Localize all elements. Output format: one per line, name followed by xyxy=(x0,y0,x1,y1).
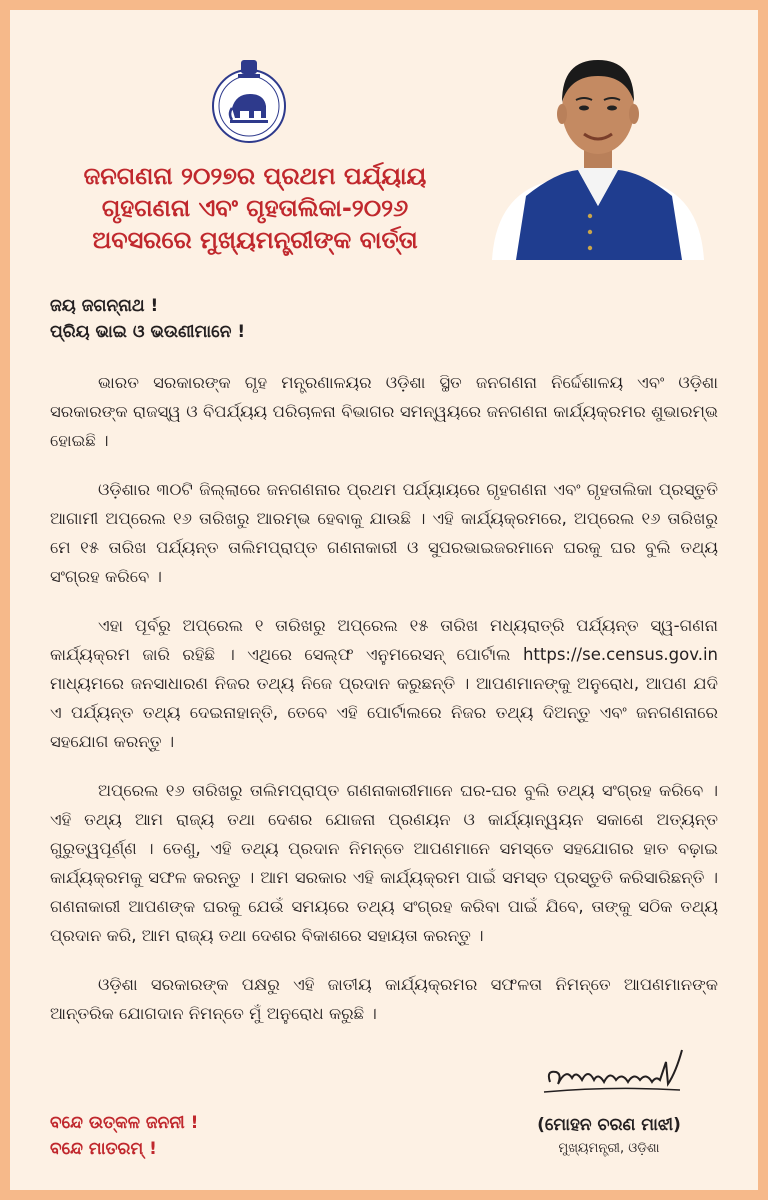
signature-image xyxy=(532,1042,702,1104)
paragraph-2: ଓଡ଼ିଶାର ୩୦ଟି ଜିଲ୍ଲାରେ ଜନଗଣନାର ପ୍ରଥମ ପର୍ଯ୍ୟାୟରେ ଗୃହଗଣନା ଏବଂ ଗୃହତାଲିକା ପ୍ରସ୍ତୁତି ଆଗାମୀ ଅପ୍ରେଲ ୧୬ ତାରିଖରୁ ଆରମ୍ଭ ହେବାକୁ ଯାଉଛି । ଏହି କାର୍ଯ୍ୟକ୍ରମରେ, ଅପ୍ରେଲ ୧୬ ତାରିଖରୁ ମେ ୧୫ ତାରିଖ ପର୍ଯ୍ୟନ୍ତ ତାଲିମପ୍ରାପ୍ତ ଗଣନାକାରୀ ଓ ସୁପରଭାଇଜରମାନେ ଘରକୁ ଘର ବୁଲି ତଥ୍ୟ ସଂଗ୍ରହ କରିବେ । xyxy=(50,480,718,586)
paragraph-3: ଏହା ପୂର୍ବରୁ ଅପ୍ରେଲ ୧ ତାରିଖରୁ ଅପ୍ରେଲ ୧୫ ତାରିଖ ମଧ୍ୟରାତ୍ରି ପର୍ଯ୍ୟନ୍ତ ସ୍ୱ-ଗଣନା କାର୍ଯ୍ୟକ୍ରମ ଜାରି ରହିଛି । ଏଥିରେ ସେଲ୍ଫ ଏନୁମରେସନ୍ ପୋର୍ଟାଲ https://se.census.gov.in ମାଧ୍ୟମରେ ଜନସାଧାରଣ ନିଜର ତଥ୍ୟ ନିଜେ ପ୍ରଦାନ କରୁଛନ୍ତି । ଆପଣମାନଙ୍କୁ ଅନୁରୋଧ, ଆପଣ ଯଦି ଏ ପର୍ଯ୍ୟନ୍ତ ତଥ୍ୟ ଦେଇନାହାନ୍ତି, ତେବେ ଏହି ପୋର୍ଟାଲରେ ନିଜର ତଥ୍ୟ ଦିଅନ୍ତୁ ଏବଂ ଜନଗଣନାରେ ସହଯୋଗ କରନ୍ତୁ । xyxy=(50,616,718,751)
signatory-name: (ମୋହନ ଚରଣ ମାଝୀ) xyxy=(537,1115,681,1135)
closing-line-2: ବନ୍ଦେ ମାତରମ୍ ! xyxy=(50,1139,157,1159)
title-line-1: ଜନଗଣନା ୨୦୨୭ର ପ୍ରଥମ ପର୍ଯ୍ୟାୟ xyxy=(83,162,427,190)
paragraph-1: ଭାରତ ସରକାରଙ୍କ ଗୃହ ମନ୍ତ୍ରଣାଳୟର ଓଡ଼ିଶା ସ୍ଥିତ ଜନଗଣନା ନିର୍ଦ୍ଦେଶାଳୟ ଏବଂ ଓଡ଼ିଶା ସରକାରଙ୍କ ରାଜସ୍ୱ ଓ ବିପର୍ଯ୍ୟୟ ପରିଚାଳନା ବିଭାଗର ସମନ୍ୱୟରେ ଜନଗଣନା କାର୍ଯ୍ୟକ୍ରମର ଶୁଭାରମ୍ଭ ହୋଇଛି । xyxy=(50,373,718,450)
message-page xyxy=(10,10,758,1190)
message-body xyxy=(50,368,718,1048)
title-line-3: ଅବସରରେ ମୁଖ୍ୟମନ୍ତ୍ରୀଙ୍କ ବାର୍ତ୍ତା xyxy=(92,226,418,254)
chief-minister-portrait xyxy=(486,46,710,260)
title-line-2: ଗୃହଗଣନା ଏବଂ ଗୃହତାଲିକା-୨୦୨୬ xyxy=(101,194,409,222)
paragraph-5: ଓଡ଼ିଶା ସରକାରଙ୍କ ପକ୍ଷରୁ ଏହି ଜାତୀୟ କାର୍ଯ୍ୟକ୍ରମର ସଫଳତା ନିମନ୍ତେ ଆପଣମାନଙ୍କ ଆନ୍ତରିକ ଯୋଗଦାନ ନିମନ୍ତେ ମୁଁ ଅନୁରୋଧ କରୁଛି । xyxy=(50,975,718,1023)
odisha-government-emblem-icon xyxy=(210,56,288,144)
signatory-title: ମୁଖ୍ୟମନ୍ତ୍ରୀ, ଓଡ଼ିଶା xyxy=(558,1141,660,1156)
salutation xyxy=(50,293,710,345)
closing-slogans xyxy=(50,1110,198,1162)
message-title xyxy=(50,160,460,256)
paragraph-4: ଅପ୍ରେଲ ୧୬ ତାରିଖରୁ ତାଲିମପ୍ରାପ୍ତ ଗଣନାକାରୀମାନେ ଘର-ଘର ବୁଲି ତଥ୍ୟ ସଂଗ୍ରହ କରିବେ । ଏହି ତଥ୍ୟ ଆମ ରାଜ୍ୟ ତଥା ଦେଶର ଯୋଜନା ପ୍ରଣୟନ ଓ କାର୍ଯ୍ୟାନ୍ୱୟନ ସକାଶେ ଅତ୍ୟନ୍ତ ଗୁରୁତ୍ୱପୂର୍ଣ୍ଣ । ତେଣୁ, ଏହି ତଥ୍ୟ ପ୍ରଦାନ ନିମନ୍ତେ ଆପଣମାନେ ସମସ୍ତେ ସହଯୋଗର ହାତ ବଢ଼ାଇ କାର୍ଯ୍ୟକ୍ରମକୁ ସଫଳ କରନ୍ତୁ । ଆମ ସରକାର ଏହି କାର୍ଯ୍ୟକ୍ରମ ପାଇଁ ସମସ୍ତ ପ୍ରସ୍ତୁତି କରିସାରିଛନ୍ତି । ଗଣନାକାରୀ ଆପଣଙ୍କ ଘରକୁ ଯେଉଁ ସମୟରେ ତଥ୍ୟ ସଂଗ୍ରହ କରିବା ପାଇଁ ଯିବେ, ତାଙ୍କୁ ସଠିକ ତଥ୍ୟ ପ୍ରଦାନ କରି, ଆମ ରାଜ୍ୟ ତଥା ଦେଶର ବିକାଶରେ ସହାୟତା କରନ୍ତୁ । xyxy=(50,781,718,945)
closing-line-1: ବନ୍ଦେ ଉତ୍କଳ ଜନନୀ ! xyxy=(50,1113,199,1133)
greeting-line-1: ଜୟ ଜଗନ୍ନାଥ ! xyxy=(50,296,159,316)
greeting-line-2: ପ୍ରିୟ ଭାଇ ଓ ଭଉଣୀମାନେ ! xyxy=(50,322,246,342)
